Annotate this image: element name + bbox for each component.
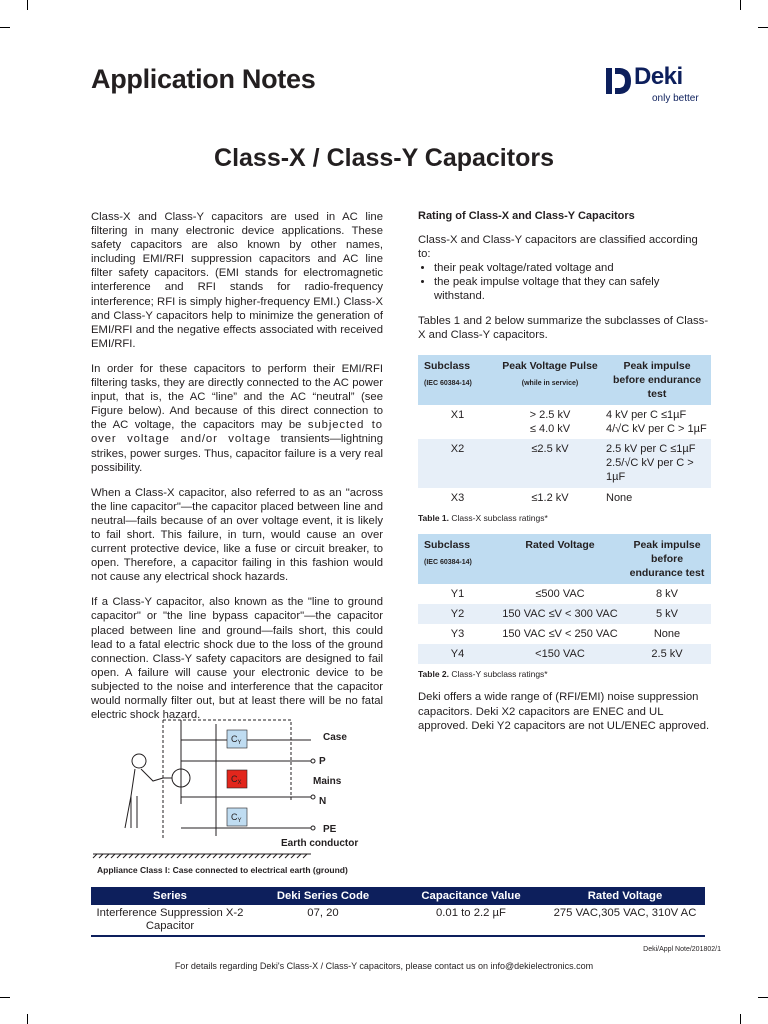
table-row (418, 644, 711, 664)
series-table (91, 887, 705, 937)
table-row (418, 624, 711, 644)
circuit-figure (91, 716, 391, 866)
paragraph: Class-X and Class-Y capacitors are classified according to: (418, 234, 698, 261)
table-cell: X1 (450, 409, 465, 422)
crop-mark (0, 997, 10, 998)
right-column (418, 209, 711, 742)
logo-tagline: only better (652, 93, 699, 104)
deki-logo-mark-icon (604, 66, 634, 96)
paragraph: When a Class-X capacitor, also referred to as an "across the line capacitor"—the capacitor placed between line and neutral—fails because of an over voltage event, it is likely to fail short. This failure, in turn, would cause an over current protective device, like a fuse or circuit breaker, to open. Therefore, a capacitor failing in this fashion would not cause any electrical shock hazards. (91, 486, 383, 584)
table-cell: Interference Suppression X-2 Capacitor (96, 907, 244, 932)
case-label: Case (323, 732, 347, 743)
pe-label: PE (323, 824, 337, 835)
bullet-list (418, 261, 711, 303)
n-label: N (319, 796, 327, 807)
table-header: Peak impulse before endurance test (629, 538, 705, 579)
document-reference: Deki/Appl Note/201802/1 (643, 946, 721, 953)
table-cell: ≤1.2 kV (531, 491, 569, 504)
earth-conductor-label: Earth conductor (281, 838, 359, 849)
logo-wordmark: Deki (634, 63, 683, 90)
paragraph: Tables 1 and 2 below summarize the subclasses of Class-X and Class-Y capacitors. (418, 314, 709, 341)
table-cell: Y4 (450, 648, 465, 661)
deki-logo (604, 60, 714, 106)
table-cell: None (653, 628, 681, 641)
paragraph-part: In order for these capacitors to perform their EMI/RFI filtering tasks, they are directly connected to the AC power input, that is, the AC “line” and the AC “neutral” (see Figure below). And because of this direct connection to the AC voltage, the capacitors may be (91, 362, 383, 432)
table-caption: Table 1. Class-X subclass ratings* (418, 512, 548, 523)
table-header: Subclass (IEC 60384-14) (424, 538, 472, 566)
list-item: • their peak voltage/rated voltage and (434, 261, 711, 275)
paragraph (91, 362, 383, 475)
table-cell: 275 VAC,305 VAC, 310V AC (553, 907, 697, 919)
table-cell: None (606, 491, 633, 504)
crop-mark (27, 0, 28, 10)
table-header: Peak Voltage Pulse (while in service) (502, 359, 598, 387)
table-cell: ≤500 VAC (535, 587, 585, 600)
crop-mark (27, 1014, 28, 1024)
crop-mark (740, 0, 741, 10)
table-header: Capacitance Value (421, 890, 521, 902)
table-header: Subclass (IEC 60384-14) (424, 359, 472, 387)
page-heading: Application Notes (91, 64, 316, 94)
paragraph-part: transients—lightning strikes, power surges. Thus, capacitor failure is a very real possibility. (91, 433, 383, 474)
crop-mark (740, 1014, 741, 1024)
document-title: Class-X / Class-Y Capacitors (214, 144, 554, 172)
table-cell: > 2.5 kV ≤ 4.0 kV (529, 409, 571, 436)
table-cell: 150 VAC ≤V < 250 VAC (502, 628, 618, 641)
table-header: Deki Series Code (276, 890, 370, 902)
table-row (418, 604, 711, 624)
circuit-diagram (91, 716, 391, 866)
table-cell: Y3 (450, 628, 465, 641)
table-cell: 2.5 kV (651, 648, 683, 661)
table-row (91, 905, 705, 936)
table-cell: 4 kV per C ≤1µF 4/√C kV per C > 1µF (606, 409, 707, 436)
table-row (418, 488, 711, 508)
crop-mark (0, 27, 10, 28)
mains-label: Mains (313, 776, 342, 787)
cy-label: $C_Y$ (231, 812, 242, 824)
left-column (91, 210, 383, 733)
table-cell: 150 VAC ≤V < 300 VAC (502, 608, 618, 621)
table-row (418, 439, 711, 487)
p-label: P (319, 756, 326, 767)
table-header: Peak impulse before endurance test (612, 359, 702, 400)
paragraph: Class-X and Class-Y capacitors are used in AC line filtering in many electronic device applications. These safety capacitors are also known by other names, including EMI/RFI suppression capacitors and AC line filter safety capacitors. (EMI stands for electromagnetic interference and RFI stands for radio-frequency interference; RFI is simply higher-frequency EMI.) Class-X and Class-Y capacitors help to minimize the generation of EMI/RFI and the negative effects associated with received EMI/RFI. (91, 211, 383, 350)
table-cell: 5 kV (655, 608, 678, 621)
paragraph-part: subjected to over voltage and/or voltage (91, 419, 383, 446)
table-row (418, 584, 711, 604)
crop-mark (758, 997, 768, 998)
table-cell: <150 VAC (535, 648, 585, 661)
table-cell: X3 (450, 491, 465, 504)
table-cell: 2.5 kV per C ≤1µF 2.5/√C kV per C > 1µF (606, 443, 696, 484)
table-cell: 0.01 to 2.2 µF (436, 907, 506, 919)
table-cell: 8 kV (655, 587, 678, 600)
cy-label: $C_Y$ (231, 734, 242, 746)
table-cell: 07, 20 (307, 907, 339, 919)
table-row (418, 405, 711, 439)
footer-contact: For details regarding Deki's Class-X / Class-Y capacitors, please contact us on info@dekielectronics.com (174, 961, 594, 971)
table-cell: X2 (450, 443, 465, 456)
table-cell: Y2 (450, 608, 465, 621)
table-caption: Table 2. Class-Y subclass ratings* (418, 669, 548, 680)
class-y-table (418, 534, 711, 665)
table-cell: ≤2.5 kV (531, 443, 569, 456)
list-item: • the peak impulse voltage that they can safely withstand. (434, 275, 711, 303)
cx-label: $C_X$ (231, 774, 242, 786)
table-header: Rated Voltage (587, 890, 663, 902)
section-heading: Rating of Class-X and Class-Y Capacitors (418, 210, 635, 222)
class-x-table (418, 355, 711, 508)
table-cell: Y1 (450, 587, 465, 600)
table-header: Rated Voltage (525, 538, 595, 551)
figure-caption: Appliance Class I: Case connected to electrical earth (ground) (97, 865, 348, 875)
paragraph: If a Class-Y capacitor, also known as the "line to ground capacitor" or "the line bypass capacitor"—the capacitor placed between line and ground—fails short, this could lead to a fatal electric shock due to the loss of the ground connection. Class-Y safety capacitors are designed to fail open. A failure will cause your electronic device to be subjected to the noise and interference that the capacitor would normally filter out, but at least there will be no fatal electric shock hazard. (91, 596, 383, 722)
paragraph: Deki offers a wide range of (RFI/EMI) noise suppression capacitors. Deki X2 capacitors are ENEC and UL approved. Deki Y2 capacitors are not UL/ENEC approved. (418, 691, 710, 732)
table-header: Series (153, 890, 187, 902)
crop-mark (758, 27, 768, 28)
